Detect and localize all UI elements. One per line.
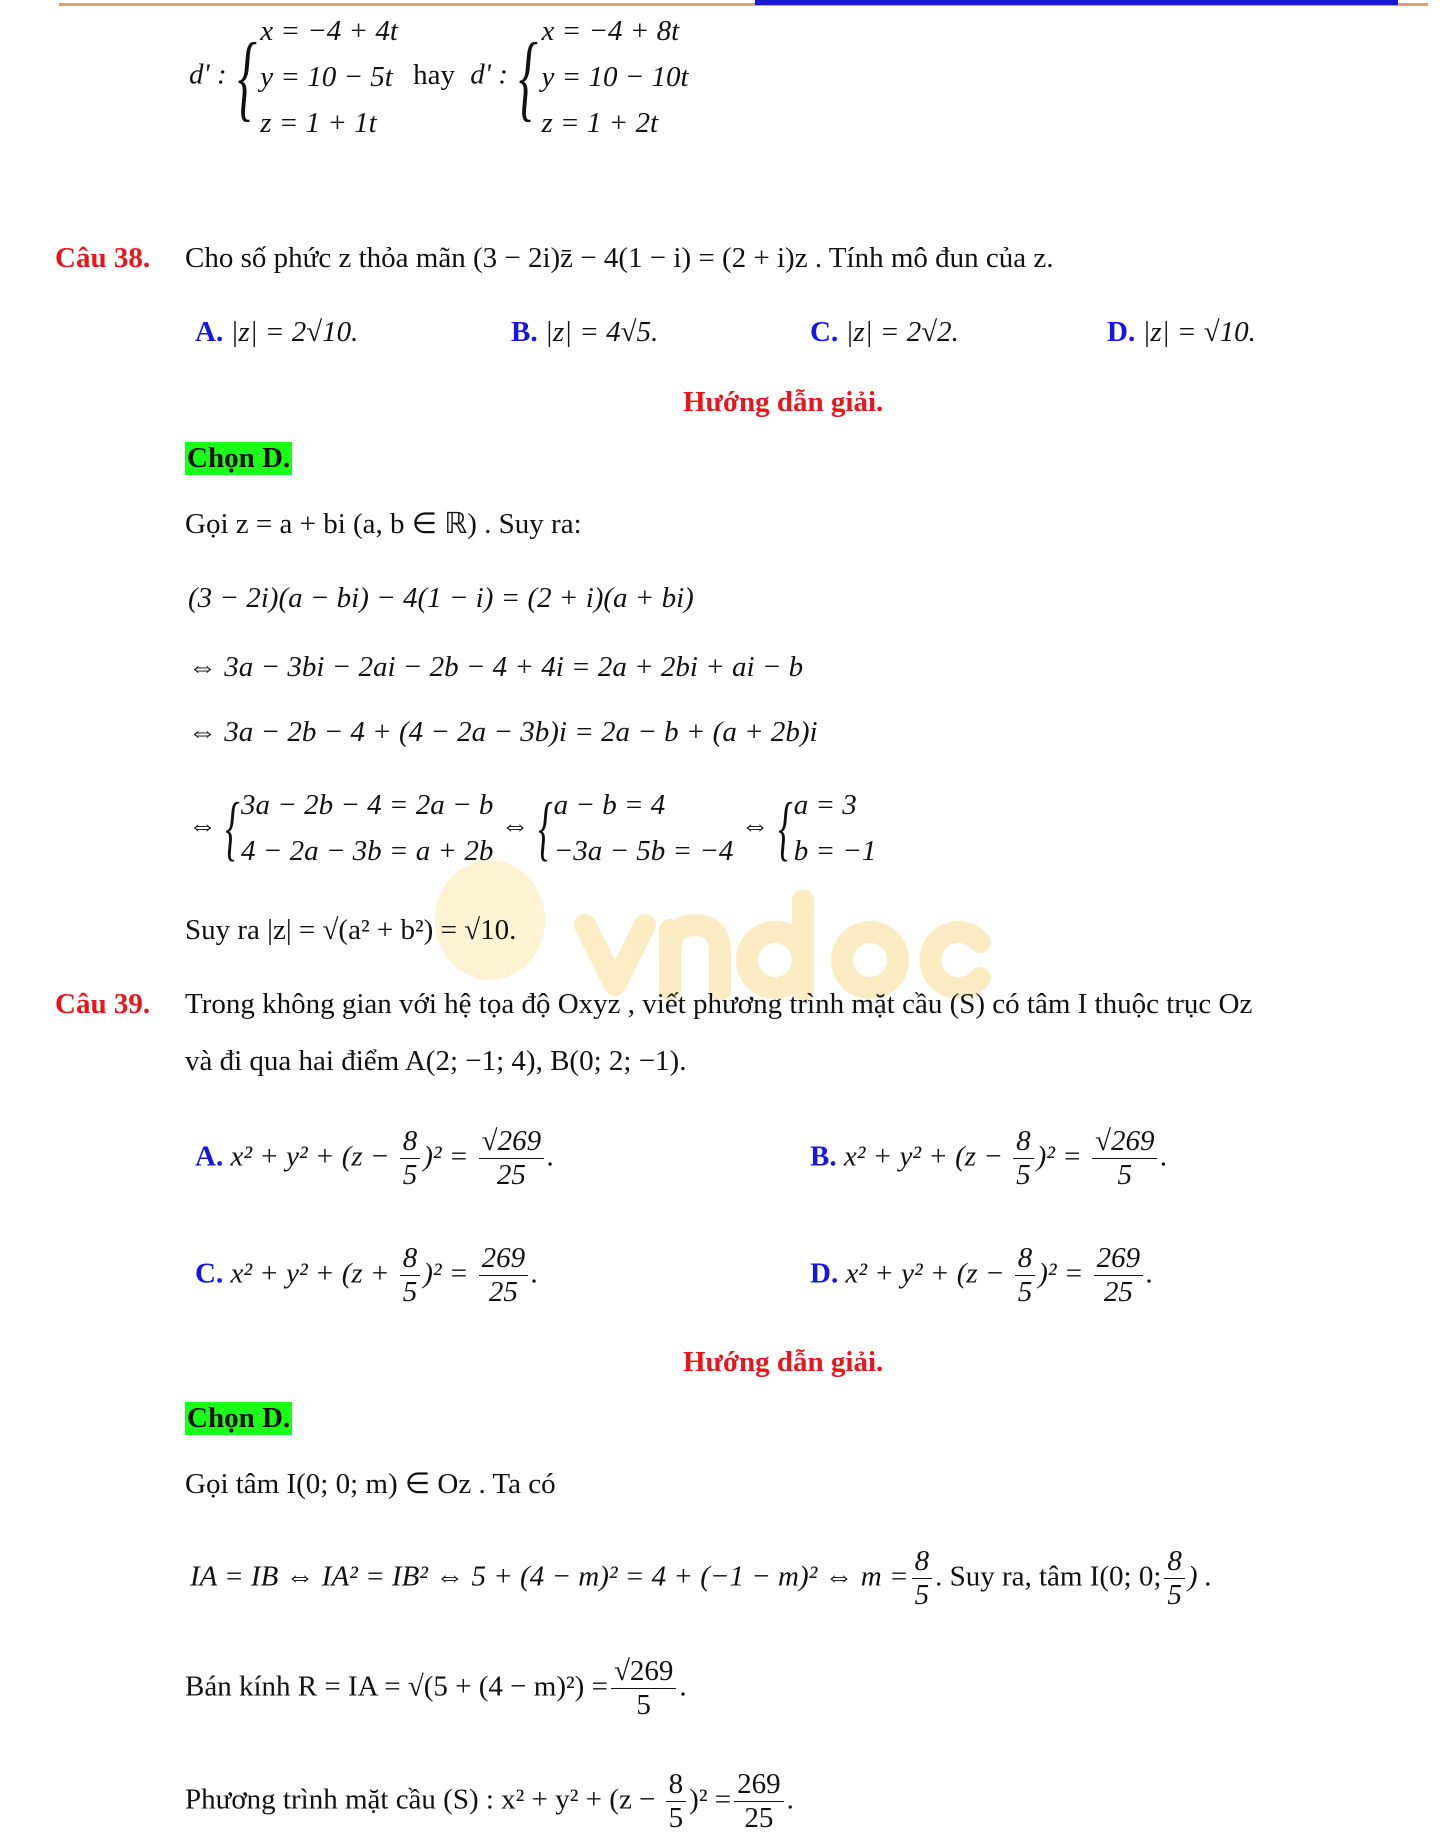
rhs-eq: )² = <box>423 1140 469 1173</box>
eq: y = 10 − 5t <box>260 61 393 93</box>
question-stem: Trong không gian với hệ tọa độ Oxyz , viết phương trình mặt cầu (S) có tâm I thuộc trục Oz <box>185 988 1253 1020</box>
solution-step: Bán kính R = IA = √(5 + (4 − m)²) = $\frac{√269}{5}$ . <box>185 1655 687 1722</box>
option-b[interactable]: B. x² + y² + (z − $\frac{8}{5}$ )² = $\frac{√269}{5}$ . <box>810 1125 1168 1192</box>
rhs-eq: )² = <box>689 1783 732 1816</box>
watermark-logo <box>570 890 1020 1000</box>
label-d: d' : <box>189 58 227 91</box>
num: 8 <box>666 1768 687 1802</box>
eq: x = −4 + 4t <box>260 15 398 47</box>
den: 5 <box>402 1276 418 1309</box>
lhs: x² + y² + (z − <box>230 1140 397 1173</box>
eq: 3a − 2b − 4 = 2a − b <box>241 789 494 821</box>
lhs: x² + y² + (z + <box>230 1257 397 1290</box>
option-a[interactable]: A. x² + y² + (z − $\frac{8}{5}$ )² = $\frac{√269}{25}$ . <box>195 1125 555 1192</box>
question-stem-2: và đi qua hai điểm A(2; −1; 4), B(0; 2; −1). <box>185 1045 687 1077</box>
option-key: C. <box>195 1257 224 1290</box>
text-hay: hay <box>413 58 456 91</box>
solution-final: Phương trình mặt cầu (S) : x² + y² + (z − $\frac{8}{5}$ )² = $\frac{269}{25}$ . <box>185 1768 794 1835</box>
question-number: Câu 39. <box>55 988 151 1020</box>
option-key: D. <box>810 1257 839 1290</box>
eq: y = 10 − 10t <box>541 61 689 93</box>
option-key: A. <box>195 316 224 348</box>
option-text: |z| = √10. <box>1142 316 1256 348</box>
option-d[interactable] <box>1107 316 1256 349</box>
lhs: x² + y² + (z − <box>845 1257 1012 1290</box>
solution-step: (3 − 2i)(a − bi) − 4(1 − i) = (2 + i)(a + bi) <box>188 582 694 614</box>
eq: a − b = 4 <box>553 789 666 821</box>
option-key: B. <box>810 1140 837 1173</box>
num: 8 <box>1164 1545 1185 1579</box>
guide-heading: Hướng dẫn giải. <box>683 1346 884 1378</box>
guide-heading: Hướng dẫn giải. <box>683 386 884 418</box>
option-c[interactable] <box>810 316 959 349</box>
equiv-symbol: ⇔ <box>188 809 217 842</box>
den: 5 <box>1017 1276 1033 1309</box>
text: . Suy ra, tâm I(0; 0; <box>935 1560 1162 1593</box>
system-2: { x = −4 + 8t y = 10 − 10t z = 1 + 2t <box>515 8 688 146</box>
solution-step <box>190 1545 1212 1613</box>
text: ) . <box>1187 1560 1213 1593</box>
den: 5 <box>402 1159 418 1192</box>
rhs-eq: )² = <box>1038 1257 1084 1290</box>
solution-system: ⇔ { 3a − 2b − 4 = 2a − b 4 − 2a − 3b = a + 2b ⇔ { a − b = 4 −3a − 5b = −4 ⇔ { a = 3 b = −1 <box>188 782 876 874</box>
system-1: { x = −4 + 4t y = 10 − 5t z = 1 + 1t <box>234 8 398 146</box>
option-text: |z| = 2√10. <box>230 316 359 348</box>
equiv-symbol: ⇔ <box>740 809 770 842</box>
eq: 4 − 2a − 3b = a + 2b <box>241 835 494 867</box>
den: 5 <box>668 1802 684 1835</box>
den: 5 <box>636 1689 651 1722</box>
eq: x = −4 + 8t <box>541 15 680 47</box>
option-key: B. <box>511 316 538 348</box>
num: 8 <box>400 1242 421 1276</box>
equiv-symbol: ⇔ <box>500 809 530 842</box>
eq: b = −1 <box>793 835 877 867</box>
equation: Bán kính R = IA = √(5 + (4 − m)²) = <box>185 1670 608 1703</box>
option-a[interactable] <box>195 316 358 349</box>
den: 25 <box>744 1802 774 1835</box>
solution-step: ⇔ 3a − 2b − 4 + (4 − 2a − 3b)i = 2a − b + (a + 2b)i <box>188 716 818 748</box>
answer-badge: Chọn D. <box>187 442 291 474</box>
option-key: D. <box>1107 316 1136 348</box>
eq: z = 1 + 2t <box>541 107 658 139</box>
den: 25 <box>1103 1276 1133 1309</box>
option-key: C. <box>810 316 839 348</box>
num: 8 <box>400 1125 421 1159</box>
question-number: Câu 38. <box>55 242 151 274</box>
num: √269 <box>479 1125 544 1159</box>
num: 8 <box>1013 1125 1034 1159</box>
num: 8 <box>1015 1242 1036 1276</box>
num: 269 <box>1094 1242 1144 1276</box>
eq: a = 3 <box>793 789 857 821</box>
eq: z = 1 + 1t <box>260 107 377 139</box>
line-parametric <box>189 8 689 146</box>
option-text: |z| = 4√5. <box>544 316 659 348</box>
solution-step: Gọi z = a + bi (a, b ∈ ℝ) . Suy ra: <box>185 508 582 540</box>
option-b[interactable] <box>511 316 658 349</box>
solution-step: ⇔ 3a − 3bi − 2ai − 2b − 4 + 4i = 2a + 2bi + ai − b <box>188 651 804 683</box>
eq: −3a − 5b = −4 <box>553 835 734 867</box>
option-text: |z| = 2√2. <box>845 316 959 348</box>
solution-step: Gọi tâm I(0; 0; m) ∈ Oz . Ta có <box>185 1468 556 1500</box>
den: 25 <box>488 1276 518 1309</box>
lhs: x² + y² + (z − <box>843 1140 1011 1173</box>
den: 25 <box>496 1159 526 1192</box>
num: 269 <box>734 1768 784 1802</box>
answer-badge: Chọn D. <box>187 1402 291 1434</box>
question-stem: Cho số phức z thỏa mãn (3 − 2i)z̄ − 4(1 − i) = (2 + i)z . Tính mô đun của z. <box>185 242 1054 274</box>
option-key: A. <box>195 1140 224 1173</box>
num: 269 <box>479 1242 529 1276</box>
rhs-eq: )² = <box>423 1257 469 1290</box>
rhs-eq: )² = <box>1036 1140 1082 1173</box>
num: √269 <box>611 1655 676 1689</box>
den: 5 <box>1117 1159 1133 1192</box>
option-d[interactable]: D. x² + y² + (z − $\frac{8}{5}$ )² = $\frac{269}{25}$ . <box>810 1242 1154 1309</box>
den: 5 <box>1016 1159 1031 1192</box>
den: 5 <box>1167 1579 1182 1612</box>
solution-conclusion: Suy ra |z| = √(a² + b²) = √10. <box>185 914 517 946</box>
den: 5 <box>914 1579 930 1612</box>
option-c[interactable]: C. x² + y² + (z + $\frac{8}{5}$ )² = $\frac{269}{25}$ . <box>195 1242 539 1309</box>
equation: Phương trình mặt cầu (S) : x² + y² + (z − <box>185 1783 663 1816</box>
header-bar <box>755 0 1398 5</box>
num: √269 <box>1092 1125 1157 1159</box>
label-d: d' : <box>470 58 508 91</box>
equation: IA = IB ⇔ IA² = IB² ⇔ 5 + (4 − m)² = 4 + (−1 − m)² ⇔ m = <box>190 1560 909 1593</box>
num: 8 <box>912 1545 933 1579</box>
